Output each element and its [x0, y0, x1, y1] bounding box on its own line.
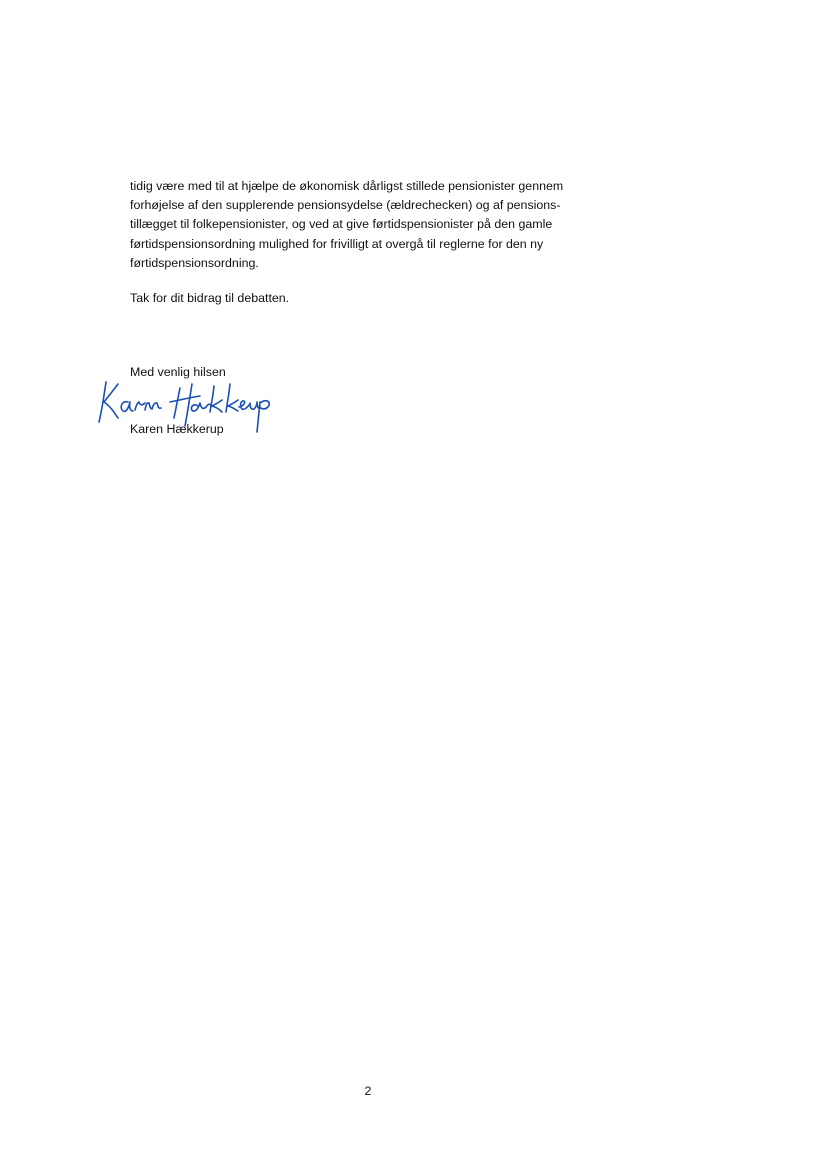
body-line: tidig være med til at hjælpe de økonomisk dårligst stillede pensionister gennem: [130, 179, 564, 193]
body-line: førtidspensionsordning mulighed for frivilligt at overgå til reglerne for den ny: [130, 236, 544, 251]
closing-salutation: Med venlig hilsen: [130, 365, 226, 379]
body-line: forhøjelse af den supplerende pensionsydelse (ældrechecken) og af pensions-: [130, 198, 561, 213]
body-paragraph: [130, 177, 630, 273]
signer-name: Karen Hækkerup: [130, 422, 224, 436]
page-number: 2: [364, 1084, 372, 1098]
body-line: tillægget til folkepensionister, og ved at give førtidspensionister på den gamle: [130, 217, 553, 232]
body-line: førtidspensionsordning.: [130, 255, 259, 270]
thanks-paragraph: Tak for dit bidrag til debatten.: [130, 291, 290, 305]
